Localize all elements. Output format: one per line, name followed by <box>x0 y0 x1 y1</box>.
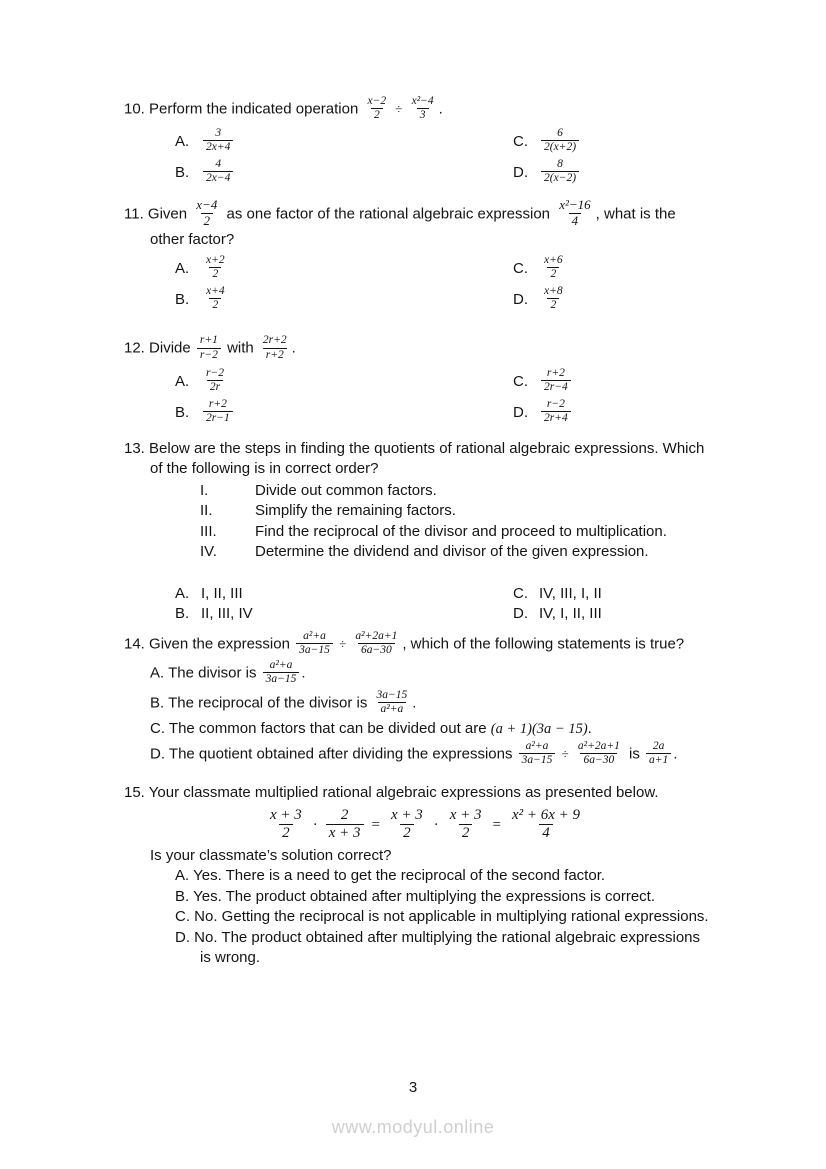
option-label: C. <box>150 720 165 738</box>
q10-option-b <box>175 157 513 188</box>
option-label: C. <box>513 372 528 390</box>
page-number: 3 <box>408 1079 418 1096</box>
list-item: III. Find the reciprocal of the divisor and proceed to multiplication. <box>200 522 726 543</box>
q10-option-c <box>513 126 726 157</box>
list-item: IV. Determine the dividend and divisor of the given expression. <box>200 542 726 563</box>
q11-option-a <box>175 253 513 284</box>
option-label: A. <box>175 585 190 603</box>
fraction: $\frac{3}{2x+4}$ <box>203 127 233 154</box>
q11-number: 11. <box>124 205 144 223</box>
equals-sign: = <box>492 816 501 833</box>
q13-option-c: C. IV, III, I, II <box>513 585 602 603</box>
q15-question: Is your classmate’s solution correct? <box>150 847 392 864</box>
option-label: D. <box>150 745 165 763</box>
fraction: $\frac{3a-15}{\text{a²+a}}$ <box>376 688 408 715</box>
fraction: $\frac{x + 3}{2}$ <box>269 806 302 841</box>
option-label: D. <box>175 928 190 946</box>
fraction: $\frac{\text{x² + 6x + 9}}{4}$ <box>512 806 581 841</box>
q15-option-c: C. No. Getting the reciprocal is not applicable in multiplying rational expressions. <box>175 908 709 925</box>
fraction: $\frac{4}{2x-4}$ <box>203 158 233 185</box>
fraction: $\frac{x+2}{2}$ <box>206 254 225 281</box>
option-label: B. <box>175 887 190 905</box>
option-label: B. <box>150 694 165 712</box>
fraction: $\frac{2}{x + 3}$ <box>326 807 364 843</box>
fraction: $\frac{8}{2(x-2)}$ <box>541 158 579 185</box>
page-content <box>124 96 726 969</box>
q14-prompt: 14. Given the expression $\frac{\text{a²+a}}{3a-15}$ ÷ $\frac{\text{a²+2a+1}}{6a-30}$ , which of the following statements is true? <box>124 629 685 656</box>
fraction: $\frac{r-2}{2r+4}$ <box>541 398 571 425</box>
q12-option-d <box>513 397 726 428</box>
q15-prompt-text: Your classmate multiplied rational algebraic expressions as presented below. <box>148 783 659 801</box>
q10-option-a <box>175 126 513 157</box>
q13-steps-list <box>200 481 726 563</box>
list-item: I. Divide out common factors. <box>200 481 726 502</box>
q10-option-d <box>513 157 726 188</box>
fraction: $\frac{\text{x²−16}}{4}$ <box>559 197 591 229</box>
option-label: C. <box>513 260 528 278</box>
option-label: B. <box>175 164 190 182</box>
fraction: $\frac{\text{a²+2a+1}}{6a-30}$ <box>355 629 398 656</box>
q10-prompt-text: Perform the indicated operation <box>149 100 359 118</box>
multiply-dot: · <box>433 816 439 833</box>
q10-options <box>175 126 726 188</box>
q12-number: 12. <box>124 340 145 357</box>
q11-option-c <box>513 253 726 284</box>
fraction: $\frac{r+2}{2r-4}$ <box>541 367 571 394</box>
list-item: II. Simplify the remaining factors. <box>200 501 726 522</box>
q15-option-b: B. Yes. The product obtained after multiplying the expressions is correct. <box>175 887 656 905</box>
q14-prompt-text: Given the expression <box>149 635 290 653</box>
roman-numeral: IV. <box>200 543 217 561</box>
q14-option-d: D. The quotient obtained after dividing the expressions $\frac{\text{a²+a}}{3a-15}$ ÷ $\frac{\text{a²+2a+1}}{6a-30}$ is $\frac{2a}{a+1}$ . <box>150 740 678 767</box>
q11-prompt-line2: other factor? <box>150 231 235 249</box>
question-12 <box>124 335 726 427</box>
option-label: B. <box>175 605 190 623</box>
fraction: $\frac{r+1}{r-2}$ <box>197 334 221 361</box>
q14-option-c: C. The common factors that can be divided out are (a + 1)(3a − 15). <box>150 720 592 738</box>
fraction: $\frac{\text{x²−4}}{3}$ <box>411 95 434 122</box>
q15-prompt <box>124 783 726 803</box>
option-label: D. <box>513 164 528 182</box>
fraction: $\frac{x+6}{2}$ <box>544 254 563 281</box>
q12-option-a <box>175 366 513 397</box>
fraction: $\frac{2a}{a+1}$ <box>646 740 671 767</box>
fraction: $\frac{x-2}{2}$ <box>367 95 387 122</box>
option-label: C. <box>513 133 528 151</box>
roman-numeral: II. <box>200 502 213 520</box>
q13-prompt-line1: Below are the steps in finding the quotients of rational algebraic expressions. Which <box>149 439 705 457</box>
q11-options <box>175 253 726 315</box>
q14-option-a: A. The divisor is $\frac{\text{a²+a}}{3a-15}$ . <box>150 659 306 686</box>
option-label: A. <box>175 260 190 278</box>
option-label: C. <box>513 585 528 603</box>
q13-option-d: D. IV, I, II, III <box>513 605 602 623</box>
q10-prompt: 10. Perform the indicated operation $\frac{x-2}{2}$ ÷ $\frac{\text{x²−4}}{3}$ . <box>124 95 443 122</box>
fraction: $\frac{\text{a²+2a+1}}{6a-30}$ <box>577 740 620 767</box>
fraction: $\frac{x + 3}{2}$ <box>449 806 482 841</box>
question-14 <box>124 631 726 769</box>
fraction: $\frac{\text{a²+a}}{3a-15}$ <box>296 630 333 657</box>
watermark: www.modyul.online <box>331 1117 495 1137</box>
fraction: $\frac{x+8}{2}$ <box>544 285 563 312</box>
fraction: $\frac{x-4}{2}$ <box>196 197 218 229</box>
option-label: D. <box>513 605 528 623</box>
fraction: $\frac{2r+2}{r+2}$ <box>262 334 287 361</box>
divide-sign: ÷ <box>339 636 347 652</box>
q13-options <box>175 584 726 624</box>
q15-equation <box>124 808 726 844</box>
q14-number: 14. <box>124 635 145 653</box>
q15-number: 15. <box>124 783 145 801</box>
inline-math: (a + 1)(3a − 15) <box>490 721 588 738</box>
option-label: A. <box>175 867 190 884</box>
fraction: $\frac{x + 3}{2}$ <box>390 806 423 841</box>
q12-option-b <box>175 397 513 428</box>
q13-option-b: B. II, III, IV <box>175 605 253 623</box>
equals-sign: = <box>371 816 380 833</box>
fraction: $\frac{r+2}{2r-1}$ <box>203 398 233 425</box>
option-label: A. <box>175 133 190 151</box>
q13-prompt-line2: of the following is in correct order? <box>150 459 379 477</box>
q12-option-c <box>513 366 726 397</box>
q12-options <box>175 366 726 428</box>
q12-prompt: 12. Divide $\frac{r+1}{r-2}$ with $\frac{2r+2}{r+2}$ . <box>124 334 296 361</box>
fraction: $\frac{x+4}{2}$ <box>206 285 225 312</box>
roman-numeral: I. <box>200 481 209 499</box>
option-label: B. <box>175 403 190 421</box>
divide-sign: ÷ <box>561 746 569 762</box>
q13-number: 13. <box>124 439 145 457</box>
question-13 <box>124 439 726 624</box>
fraction: $\frac{\text{a²+a}}{3a-15}$ <box>263 659 300 686</box>
option-label: D. <box>513 403 528 421</box>
multiply-dot: · <box>312 816 318 833</box>
q15-option-d: D. No. The product obtained after multiplying the rational algebraic expressions is wrong. <box>175 928 701 966</box>
q11-option-d <box>513 284 726 315</box>
q15-option-a: A. Yes. There is a need to get the reciprocal of the second factor. <box>175 867 606 884</box>
question-15 <box>124 783 726 969</box>
fraction: $\frac{\text{a²+a}}{3a-15}$ <box>519 740 556 767</box>
question-11 <box>124 199 726 315</box>
roman-numeral: III. <box>200 522 217 540</box>
option-label: B. <box>175 291 190 309</box>
q11-prompt-text: Given <box>147 205 188 223</box>
option-label: A. <box>175 372 190 390</box>
q11-option-b <box>175 284 513 315</box>
option-label: D. <box>513 291 528 309</box>
q14-option-b: B. The reciprocal of the divisor is $\frac{3a-15}{\text{a²+a}}$ . <box>150 688 417 715</box>
fraction: $\frac{6}{2(x+2)}$ <box>541 127 579 154</box>
option-label: C. <box>175 908 190 925</box>
q12-prompt-text: Divide <box>149 340 191 357</box>
option-label: A. <box>150 664 165 682</box>
q13-option-a: A. I, II, III <box>175 585 243 603</box>
fraction: $\frac{r-2}{2r}$ <box>206 366 224 393</box>
question-10 <box>124 96 726 188</box>
q10-number: 10. <box>124 100 145 118</box>
q11-prompt: 11. Given $\frac{x-4}{2}$ as one factor of the rational algebraic expression $\frac{\text{x²−16}}{4}$ , what is the other factor? <box>124 197 676 249</box>
q13-prompt <box>124 439 726 479</box>
divide-sign: ÷ <box>395 101 403 117</box>
